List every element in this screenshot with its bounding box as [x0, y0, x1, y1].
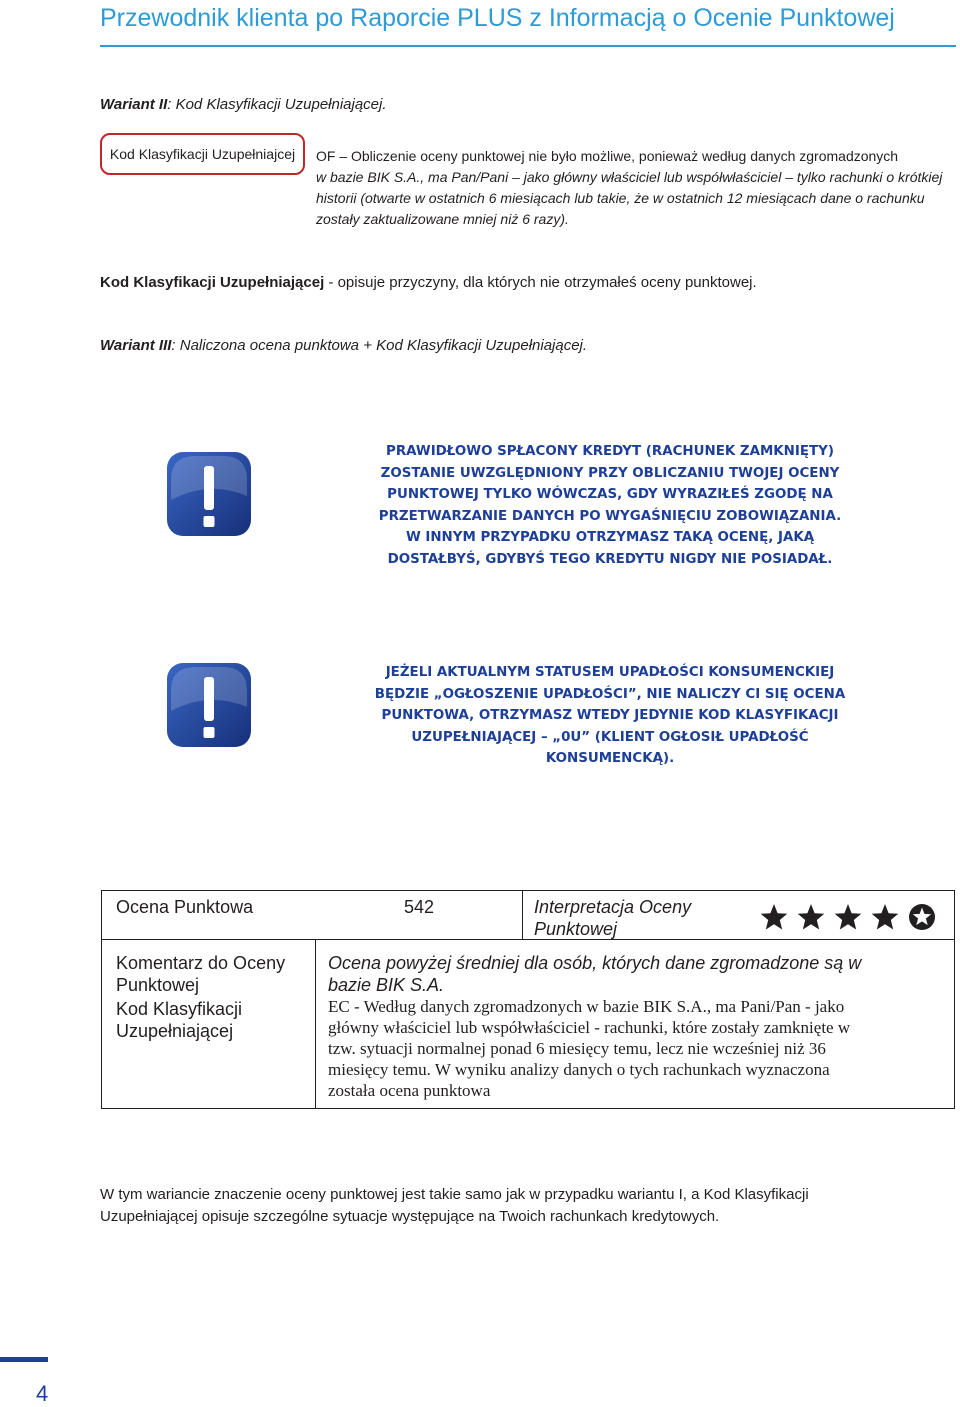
code-value [328, 996, 850, 1101]
of-line-4: zostały zaktualizowane mniej niż 6 razy). [316, 211, 569, 227]
star-rating [760, 903, 936, 931]
code-value-line: EC - Według danych zgromadzonych w bazie BIK S.A., ma Pani/Pan - jako [328, 997, 845, 1016]
notice-line: PUNKTOWEJ TYLKO WÓWCZAS, GDY WYRAZIŁEŚ ZGODĘ NA [387, 487, 833, 502]
notice-line: BĘDZIE „OGŁOSZENIE UPADŁOŚCI”, NIE NALICZY CI SIĘ OCENA [374, 686, 846, 702]
variant-3-heading [100, 337, 587, 354]
of-code-description [316, 146, 950, 230]
notice-line: DOSTAŁBYŚ, GDYBYŚ TEGO KREDYTU NIGDY NIE POSIADAŁ. [387, 551, 833, 567]
comment-label-line: Punktowej [116, 975, 200, 995]
notice-bankruptcy-text [355, 662, 865, 770]
score-label: Ocena Punktowa [116, 897, 254, 917]
exclamation-icon [165, 661, 253, 749]
variant-2-heading [100, 96, 387, 113]
variant-2-label: Wariant II [100, 96, 168, 113]
page-title: Przewodnik klienta po Raporcie PLUS z Informacją o Ocenie Punktowej [100, 4, 895, 32]
comment-value [328, 952, 861, 996]
code-label-line: Kod Klasyfikacji [116, 999, 243, 1019]
variant-3-text: : Naliczona ocena punktowa + Kod Klasyfikacji Uzupełniającej. [171, 337, 588, 354]
interpretation-label-line: Interpretacja Oceny [534, 897, 692, 917]
title-divider [100, 45, 956, 47]
summary-line: Uzupełniającej opisuje szczególne sytuacje występujące na Twoich rachunkach kredytowych. [100, 1208, 720, 1225]
comment-value-line: Ocena powyżej średniej dla osób, których dane zgromadzone są w [328, 953, 862, 973]
notice-line: UZUPEŁNIAJĄCEJ – „0U” (KLIENT OGŁOSIŁ UPADŁOŚĆ [411, 729, 809, 745]
star-filled-icon [871, 903, 899, 931]
summary-paragraph [100, 1184, 955, 1228]
score-value: 542 [404, 897, 435, 917]
notice-line: PRZETWARZANIE DANYCH PO WYGAŚNIĘCIU ZOBOWIĄZANIA. [378, 508, 842, 524]
of-line-3: historii (otwarte w ostatnich 6 miesiącach lub takie, że w ostatnich 12 miesiącach dane o rachunku [316, 190, 925, 206]
table-divider [315, 940, 316, 1108]
star-empty-icon [908, 903, 936, 931]
star-filled-icon [760, 903, 788, 931]
interpretation-label-line: Punktowej [534, 919, 618, 939]
summary-line: W tym wariancie znaczenie oceny punktowej jest takie samo jak w przypadku wariantu I, a Kod Klasyfikacji [100, 1186, 809, 1203]
code-value-line: główny właściciel lub współwłaściciel - rachunki, które zostały zamknięte w [328, 1018, 851, 1037]
code-label-box: Kod Klasyfikacji Uzupełniajcej [100, 133, 305, 175]
notice-line: KONSUMENCKĄ). [545, 751, 675, 766]
code-value-line: została ocena punktowa [328, 1081, 491, 1100]
notice-line: PUNKTOWA, OTRZYMASZ WTEDY JEDYNIE KOD KLASYFIKACJI [381, 708, 839, 723]
kod-term: Kod Klasyfikacji Uzupełniającej [100, 274, 325, 291]
of-line-2: w bazie BIK S.A., ma Pan/Pani – jako główny właściciel lub współwłaściciel – tylko rachunki o krótkiej [316, 169, 943, 185]
star-filled-icon [834, 903, 862, 931]
kod-text: - opisuje przyczyny, dla których nie otrzymałeś oceny punktowej. [324, 274, 757, 291]
table-divider [522, 891, 523, 939]
page-number-bar [0, 1357, 48, 1362]
star-filled-icon [797, 903, 825, 931]
code-value-line: tzw. sytuacji normalnej ponad 6 miesięcy temu, lecz nie wcześniej niż 36 [328, 1039, 826, 1058]
notice-line: W INNYM PRZYPADKU OTRZYMASZ TAKĄ OCENĘ, JAKĄ [405, 530, 815, 545]
of-line-1: OF – Obliczenie oceny punktowej nie było możliwe, ponieważ według danych zgromadzonych [316, 148, 899, 164]
notice-consent-text [355, 441, 865, 570]
kod-definition [100, 274, 757, 291]
page-number: 4 [36, 1381, 49, 1406]
comment-label-line: Komentarz do Oceny [116, 953, 286, 973]
table-divider [102, 939, 954, 940]
interpretation-label [534, 896, 691, 940]
exclamation-icon [165, 450, 253, 538]
notice-line: JEŻELI AKTUALNYM STATUSEM UPADŁOŚCI KONSUMENCKIEJ [385, 665, 835, 680]
variant-3-label: Wariant III [100, 337, 172, 354]
comment-value-line: bazie BIK S.A. [328, 975, 445, 995]
notice-line: PRAWIDŁOWO SPŁACONY KREDYT (RACHUNEK ZAMKNIĘTY) [386, 444, 834, 459]
notice-line: ZOSTANIE UWZGLĘDNIONY PRZY OBLICZANIU TWOJEJ OCENY [380, 465, 840, 481]
code-value-line: miesięcy temu. W wyniku analizy danych o tych rachunkach wyznaczona [328, 1060, 830, 1079]
code-label [116, 998, 242, 1042]
variant-2-text: : Kod Klasyfikacji Uzupełniającej. [167, 96, 387, 113]
code-label-line: Uzupełniającej [116, 1021, 234, 1041]
comment-label [116, 952, 285, 996]
